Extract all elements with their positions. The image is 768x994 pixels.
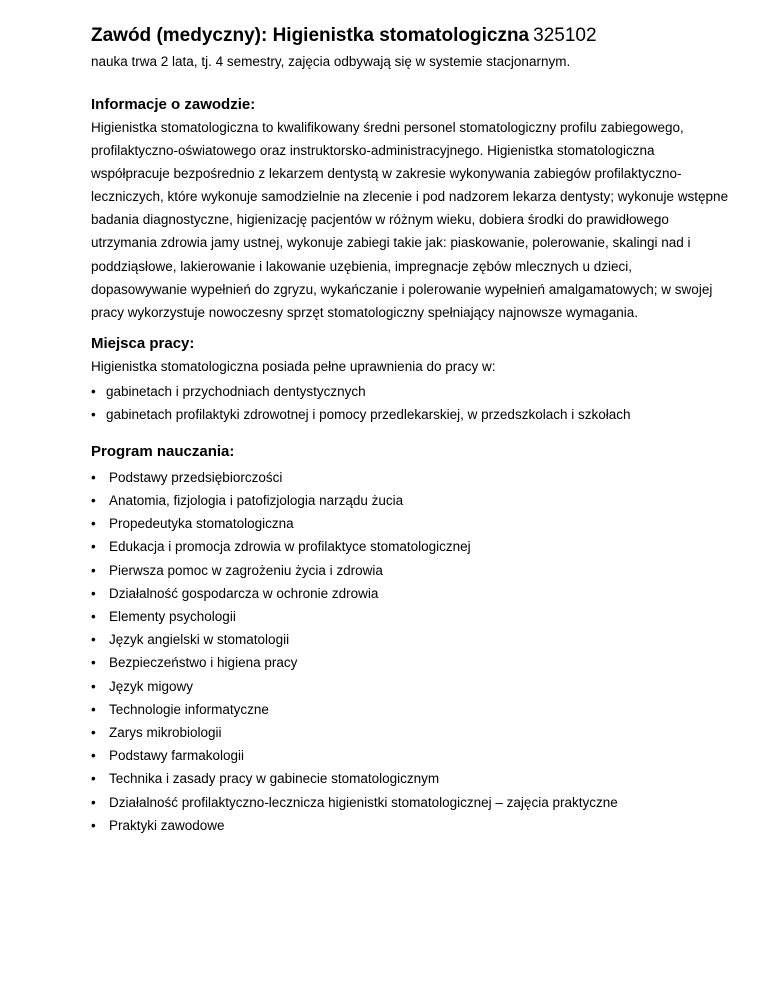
list-item-text: Podstawy przedsiębiorczości (109, 469, 283, 485)
list-item-text: Propedeutyka stomatologiczna (109, 516, 294, 532)
info-paragraph: Higienistka stomatologiczna to kwalifikowany średni personel stomatologiczny profilu zabiegowego, profilaktyczno-oświatowego oraz instruktorsko-administracyjnego. Higienistka stomatologiczna współpracuje bezpośrednio z lekarzem dentystą w zakresie wykonywania zabiegów profilaktyczno-leczniczych, które wykonuje samodzielnie na zlecenie i pod nadzorem lekarza dentysty; wykonuje wstępne badania diagnostyczne, higienizację pacjentów w różnym wieku, dobiera środki do prawidłowego utrzymania zdrowia jamy ustnej, wykonuje zabiegi takie jak: piaskowanie, polerowanie, skalingi nad i poddziąsłowe, lakierowanie i lakowanie uzębienia, impregnacje zębów mlecznych u dzieci, dopasowywanie wypełnień do zgryzu, wykańczanie i polerowanie wypełnień amalgamatowych; w swojej pracy wykorzystuje nowoczesny sprzęt stomatologiczny spełniający najnowsze wymagania. (91, 120, 729, 320)
bullet-icon: • (91, 678, 96, 694)
title-main: Zawód (medyczny): Higienistka stomatologiczna (91, 25, 530, 46)
list-item-text: Język angielski w stomatologii (109, 632, 290, 648)
list-item (91, 698, 731, 721)
list-item-text: gabinetach i przychodniach dentystycznych (106, 383, 366, 399)
bullet-icon: • (91, 632, 96, 648)
bullet-icon: • (91, 383, 96, 399)
list-item-text: Praktyki zawodowe (109, 817, 225, 833)
list-item-text: Technologie informatyczne (109, 701, 269, 717)
list-item (91, 605, 731, 628)
list-item (91, 721, 731, 744)
list-item (91, 512, 731, 535)
program-heading: Program nauczania: (91, 442, 235, 460)
list-item-text: Technika i zasady pracy w gabinecie stomatologicznym (109, 771, 440, 787)
workplaces-intro: Higienistka stomatologiczna posiada pełne uprawnienia do pracy w: (91, 358, 496, 374)
workplaces-heading: Miejsca pracy: (91, 334, 195, 352)
bullet-icon: • (91, 794, 96, 810)
list-item-text: Bezpieczeństwo i higiena pracy (109, 655, 298, 671)
list-item (91, 628, 731, 651)
bullet-icon: • (91, 516, 96, 532)
list-item (91, 767, 731, 790)
list-item-text: Działalność profilaktyczno-lecznicza higienistki stomatologicznej – zajęcia praktyczne (109, 794, 618, 810)
list-item (91, 791, 731, 814)
list-item-text: Anatomia, fizjologia i patofizjologia narządu żucia (109, 493, 404, 509)
info-heading: Informacje o zawodzie: (91, 96, 256, 113)
bullet-icon: • (91, 469, 96, 485)
list-item (91, 582, 731, 605)
bullet-icon: • (91, 406, 96, 422)
workplaces-list (91, 380, 731, 426)
page-title (91, 0, 731, 48)
list-item (91, 675, 731, 698)
bullet-icon: • (91, 817, 96, 833)
list-item (91, 744, 731, 767)
list-item-text: Elementy psychologii (109, 609, 236, 625)
list-item-text: Pierwsza pomoc w zagrożeniu życia i zdrowia (109, 562, 383, 578)
bullet-icon: • (91, 493, 96, 509)
list-item-text: Działalność gospodarcza w ochronie zdrowia (109, 585, 379, 601)
list-item (91, 489, 731, 512)
list-item (91, 559, 731, 582)
bullet-icon: • (91, 655, 96, 671)
bullet-icon: • (91, 539, 96, 555)
bullet-icon: • (91, 585, 96, 601)
list-item (91, 403, 731, 426)
program-list (91, 466, 731, 837)
list-item-text: Zarys mikrobiologii (109, 725, 222, 741)
list-item (91, 651, 731, 674)
list-item (91, 814, 731, 837)
bullet-icon: • (91, 748, 96, 764)
list-item (91, 466, 731, 489)
bullet-icon: • (91, 609, 96, 625)
bullet-icon: • (91, 701, 96, 717)
list-item-text: gabinetach profilaktyki zdrowotnej i pomocy przedlekarskiej, w przedszkolach i szkołach (106, 406, 631, 422)
subtitle: nauka trwa 2 lata, tj. 4 semestry, zajęcia odbywają się w systemie stacjonarnym. (91, 54, 571, 69)
list-item-text: Podstawy farmakologii (109, 748, 245, 764)
bullet-icon: • (91, 562, 96, 578)
occupation-code: 325102 (533, 25, 597, 46)
bullet-icon: • (91, 725, 96, 741)
document-page (91, 0, 731, 837)
list-item-text: Edukacja i promocja zdrowia w profilaktyce stomatologicznej (109, 539, 471, 555)
list-item-text: Język migowy (109, 678, 194, 694)
list-item (91, 535, 731, 558)
list-item (91, 380, 731, 403)
bullet-icon: • (91, 771, 96, 787)
